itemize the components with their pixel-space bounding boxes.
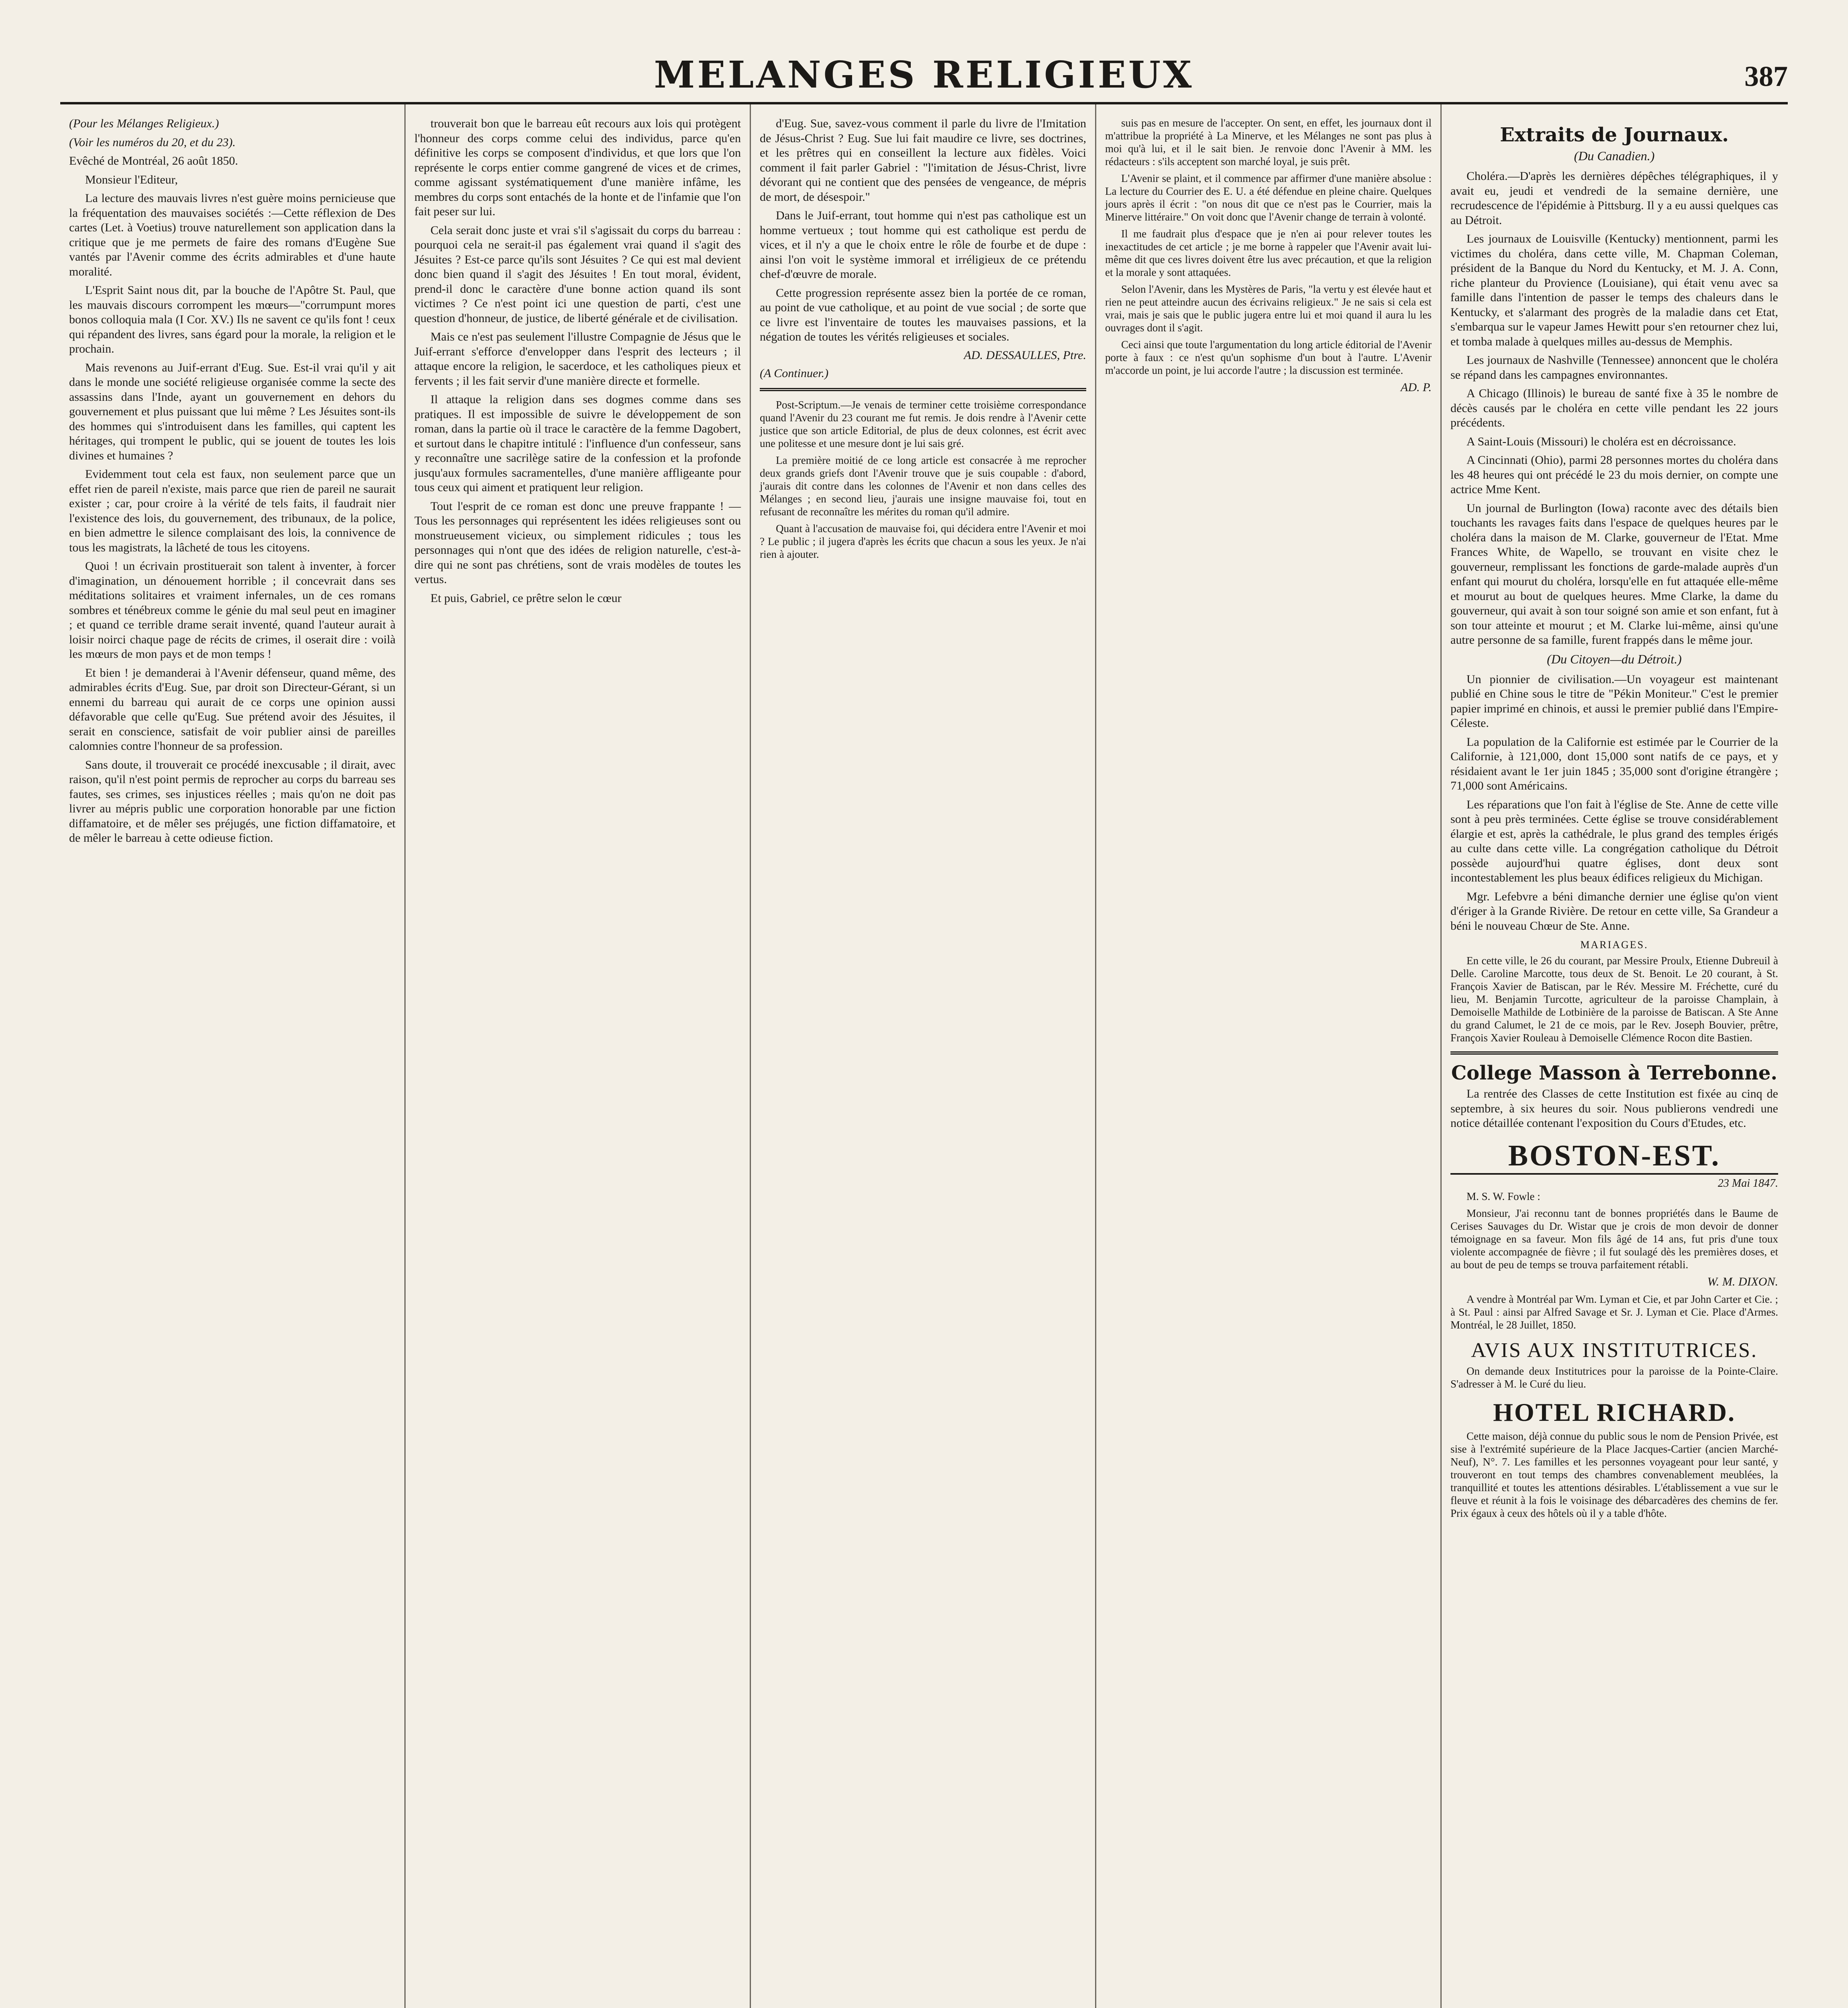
article-subheading: (Voir les numéros du 20, et du 23).	[69, 135, 236, 149]
mariages-title: MARIAGES.	[1580, 939, 1648, 951]
continued-note: (A Continuer.)	[760, 366, 829, 380]
column-4	[1096, 104, 1442, 2008]
paragraph: Mais revenons au Juif-errant d'Eug. Sue. Est-il vrai qu'il y ait dans le monde une société religieuse organisée comme la secte des assassins dans l'Inde, ayant un gouvernement en dehors du gouvernement et plus puissant que lui même ? Les Jésuites sont-ils des hommes qui s'introduisent dans les familles, qui captent les héritages, qui trompent le public, qui se jouent de toutes les lois divines et humaines ?	[69, 361, 396, 462]
paragraph: Un pionnier de civilisation.—Un voyageur est maintenant publié en Chine sous le titre de "Pékin Moniteur." C'est le premier papier imprimé en chinois, et aussi le premier publié dans l'Empire-Céleste.	[1450, 672, 1778, 730]
paragraph: Ceci ainsi que toute l'argumentation du long article éditorial de l'Avenir porte à faux : ce n'est qu'un sophisme d'un bout à l'autre. L'Avenir m'accorde un point, je lui accorde l'autre ; la discussion est terminée.	[1105, 339, 1432, 376]
avis-title: AVIS AUX INSTITUTRICES.	[1471, 1339, 1758, 1362]
column-3	[751, 104, 1096, 2008]
columns	[60, 104, 1788, 2008]
page-number: 387	[1744, 60, 1788, 92]
paragraph: Les journaux de Nashville (Tennessee) annoncent que le choléra se répand dans les campagnes environnantes.	[1450, 353, 1778, 382]
paragraph: Evidemment tout cela est faux, non seulement parce que un effet rien de pareil n'existe, mais parce que rien de pareil ne saurait exister ; car, pour croire à la vérité de tels faits, il faudrait nier l'existence des lois, du gouvernement, des tribunaux, de la police, en bien admettre le silence complaisant des lois, la connivence de tous les magistrats, la lâcheté de tous les citoyens.	[69, 467, 396, 554]
paragraph: Il me faudrait plus d'espace que je n'en ai pour relever toutes les inexactitudes de cet article ; je me borne à rappeler que l'Avenir avait lui-même dit que ces livres doivent être lus avec précaution, et que la religion et la morale y sont attaquées.	[1105, 228, 1432, 278]
paragraph: A Chicago (Illinois) le bureau de santé fixe à 35 le nombre de décès causés par le choléra en cette ville pendant les 22 jours précédents.	[1450, 387, 1778, 429]
article-signature: AD. DESSAULLES, Ptre.	[964, 348, 1086, 362]
college-title: College Masson à Terrebonne.	[1451, 1062, 1778, 1084]
paragraph: La population de la Californie est estimée par le Courrier de la Californie, à 121,000, dont 15,000 sont natifs de ce pays, et y résidaient avant le 1er juin 1845 ; 35,000 sont d'origine étrangère ; 71,000 sont Américains.	[1450, 735, 1778, 792]
paragraph: Quoi ! un écrivain prostituerait son talent à inventer, à forcer d'imagination, un dénouement horrible ; il concevrait dans ses méditations solitaires et vraiment infernales, un de ces romans sombres et ténébreux comme le génie du mal seul peut en imaginer ; et quand ce terrible drame serait inventé, quand l'auteur aurait à loisir noirci chaque page de récits de crimes, il oserait dire : voilà les mœurs de mon pays et de mon temps !	[69, 559, 396, 661]
article-salutation: Monsieur l'Editeur,	[85, 173, 178, 186]
paragraph: Sans doute, il trouverait ce procédé inexcusable ; il dirait, avec raison, qu'il n'est point permis de reprocher au corps du barreau ses fautes, ses crimes, ses injustices réelles ; mais qu'on ne doit pas livrer au mépris public une corporation honorable par une fiction diffamatoire, et de mêler ses préjugés, une fiction diffamatoire, et de mêler le barreau à cette odieuse fiction.	[69, 758, 396, 845]
boston-salute: M. S. W. Fowle :	[1467, 1190, 1540, 1202]
boston-text: Monsieur, J'ai reconnu tant de bonnes propriétés dans le Baume de Cerises Sauvages du Dr. Wistar que je crois de mon devoir de donner témoignage en sa faveur. Mon fils âgé de 14 ans, fut pris d'une toux violente accompagnée de fièvre ; il fut soulagé dès les premières doses, et au bout de peu de temps se trouva parfaitement rétabli.	[1450, 1207, 1778, 1271]
paragraph: Les réparations que l'on fait à l'église de Ste. Anne de cette ville sont à peu près terminées. Cette église se trouve considérablement élargie et est, après la cathédrale, le plus grand des temples érigés au culte dans cette ville. La congrégation catholique du Détroit possède aujourd'hui quatre églises, dont deux sont incontestablement les plus beaux édifices religieux du Michigan.	[1450, 798, 1778, 884]
paragraph: La première moitié de ce long article est consacrée à me reprocher deux grands griefs dont l'Avenir trouve que je suis coupable : d'abord, j'aurais dit contre dans les colonnes de l'Avenir et non dans celles des Mélanges ; en second lieu, j'aurais une insigne mauvaise foi, tout en refusant de reconnaître les mérites du roman qu'il admire.	[760, 454, 1086, 518]
masthead	[60, 36, 1788, 96]
article-heading: (Pour les Mélanges Religieux.)	[69, 117, 219, 130]
paragraph: d'Eug. Sue, savez-vous comment il parle du livre de l'Imitation de Jésus-Christ ? Eug. Sue lui fait maudire ce livre, ses doctrines, et les prêtres qui en conseillent la lecture aux fidèles. Voici comment il fait parler Gabriel : "l'imitation de Jésus-Christ, livre dévorant qui ne contient que des pensées de vengeance, de mépris de mort, de désespoir."	[760, 117, 1086, 204]
hotel-text: Cette maison, déjà connue du public sous le nom de Pension Privée, est sise à l'extrémité supérieure de la Place Jacques-Cartier (ancien Marché-Neuf), N°. 7. Les familles et les personnes voyageant pour leur santé, y trouveront en tout temps des chambres convenablement meublées, la tranquillité et toutes les attentions désirables. L'établissement a vue sur le fleuve et réunit à la fois le voisinage des débarcadères des chemins de fer. Prix égaux à ceux des hôtels où il y a table d'hôte.	[1450, 1430, 1778, 1519]
paragraph: Il attaque la religion dans ses dogmes comme dans ses pratiques. Il est impossible de suivre le développement de son roman, dans la partie où il trace le caractère de la femme Dagobert, et surtout dans le chapitre intitulé : l'influence d'un confesseur, sans y reconnaître une sacrilège satire de la confession et la profonde jusqu'aux formules sacramentelles, d'une manière affligeante pour tous ceux qui aiment et pratiquent leur religion.	[414, 393, 741, 494]
divider	[1450, 1051, 1778, 1055]
paragraph: A Saint-Louis (Missouri) le choléra est en décroissance.	[1467, 435, 1736, 448]
boston-date: 23 Mai 1847.	[1717, 1177, 1778, 1190]
article-signature: AD. P.	[1401, 381, 1432, 394]
paragraph: Les journaux de Louisville (Kentucky) mentionnent, parmi les victimes du choléra, dans cette ville, M. Chapman Coleman, président de la Banque du Nord du Kentucky, et M. J. A. Conn, riche planteur du Provience (Louisiane), qui était venu avec sa famille dans l'intention de passer le temps des chaleurs dans le Kentucky, et s'alarmant des progrès de la maladie dans cet Etat, s'embarqua sur le vapeur James Hewitt pour s'en retourner chez lui, et tomba malade à quelques milles au-dessus de Memphis.	[1450, 232, 1778, 348]
paragraph: trouverait bon que le barreau eût recours aux lois qui protègent l'honneur des corps comme celui des individus, parce qu'en définitive les corps se composent d'individus, et que lors que l'on représente le corps entier comme gangrené de vices et de crimes, comme agissant systématiquement d'une manière infâme, les membres du corps sont entachés de la honte et de l'infamie que l'on fait peser sur lui.	[414, 117, 741, 218]
boston-title: BOSTON-EST.	[1450, 1139, 1778, 1175]
paragraph: Mgr. Lefebvre a béni dimanche dernier une église qu'on vient d'ériger à la Grande Rivière. De retour en cette ville, Sa Grandeur a béni le nouveau Chœur de Ste. Anne.	[1450, 890, 1778, 933]
hotel-title: HOTEL RICHARD.	[1493, 1398, 1736, 1426]
newspaper-title: MELANGES RELIGIEUX	[654, 53, 1194, 96]
column-2	[406, 104, 751, 2008]
paragraph: Mais ce n'est pas seulement l'illustre Compagnie de Jésus que le Juif-errant s'efforce d'envelopper dans l'esprit des lecteurs ; il attaque encore la religion, le sacerdoce, et les catholiques pieux et fervents ; il les fait servir d'une manière directe et formelle.	[414, 330, 741, 388]
paragraph: Et puis, Gabriel, ce prêtre selon le cœur	[430, 591, 622, 605]
college-text: La rentrée des Classes de cette Institution est fixée au cinq de septembre, à six heures du soir. Nous publierons vendredi une notice détaillée contenant l'exposition du Cours d'Etudes, etc.	[1450, 1087, 1778, 1130]
paragraph: Post-Scriptum.—Je venais de terminer cette troisième correspondance quand l'Avenir du 23 courant me fut remis. Je dois rendre à l'Avenir cette justice que son article Editorial, de plus de deux colonnes, est écrit avec une politesse et une mesure dont je lui sais gré.	[760, 399, 1086, 449]
paragraph: Cela serait donc juste et vrai s'il s'agissait du corps du barreau : pourquoi cela ne serait-il pas également vrai quand il s'agit des Jésuites ? Est-ce parce qu'ils sont Jésuites ? Ce qui est mal devient donc bien quand il s'agit des Jésuites ! En tout moral, évident, prend-il donc le caractère d'une bonne action quand ils sont victimes ? Ce n'est point ici une question de parti, c'est une question d'honneur, de justice, de liberté générale et de civilisation.	[414, 223, 741, 325]
boston-signature: W. M. DIXON.	[1707, 1275, 1778, 1288]
paragraph: A Cincinnati (Ohio), parmi 28 personnes mortes du choléra dans les 48 heures qui ont précédé le 23 du mois dernier, on compte une actrice Mme Kent.	[1450, 453, 1778, 496]
column-1	[60, 104, 406, 2008]
paragraph: Quant à l'accusation de mauvaise foi, qui décidera entre l'Avenir et moi ? Le public ; il jugera d'après les écrits que chacun a sous les yeux. Je n'ai rien à ajouter.	[760, 522, 1086, 560]
paragraph: Selon l'Avenir, dans les Mystères de Paris, "la vertu y est élevée haut et rien ne peut atteindre aucun des écrivains religieux." Je ne sais si cela est vrai, mais je sais que le public jugera entre lui et moi quand il aura lu les ouvrages dont il s'agit.	[1105, 283, 1432, 334]
divider	[760, 388, 1086, 391]
paragraph: L'Avenir se plaint, et il commence par affirmer d'une manière absolue : La lecture du Courrier des E. U. a été défendue en pleine chaire. Quelques jours après il écrit : "on nous dit que ce n'est pas le Courrier, mais la Minerve littéraire." On voit donc que l'Avenir change de terrain à volonté.	[1105, 172, 1432, 223]
boston-sale: A vendre à Montréal par Wm. Lyman et Cie, et par John Carter et Cie. ; à St. Paul : ainsi par Alfred Savage et Sr. J. Lyman et Cie. Place d'Armes. Montréal, le 28 Juillet, 1850.	[1450, 1293, 1778, 1331]
paragraph: suis pas en mesure de l'accepter. On sent, en effet, les journaux dont il m'attribue la propriété à La Minerve, et les Mélanges ne sont pas plus à moi qu'à lui, et il le sait bien. Je renvoie donc l'Avenir à MM. les rédacteurs : s'ils acceptent son marché loyal, je suis prêt.	[1105, 117, 1432, 167]
paragraph: Dans le Juif-errant, tout homme qui n'est pas catholique est un homme vertueux ; tout homme qui est catholique est perdu de vices, et il n'y a que le choix entre le rôle de fourbe et de dupe : ainsi l'on voit le système immoral et irréligieux de ce prétendu chef-d'œuvre de morale.	[760, 209, 1086, 281]
avis-text: On demande deux Institutrices pour la paroisse de la Pointe-Claire. S'adresser à M. le Curé du lieu.	[1450, 1365, 1778, 1390]
paragraph: Cette progression représente assez bien la portée de ce roman, au point de vue catholique, et au point de vue social ; de sorte que ce livre est l'inventaire de toutes les mauvaises passions, et la négation de toutes les vérités religieuses et sociales.	[760, 286, 1086, 343]
extraits-title: Extraits de Journaux.	[1500, 124, 1729, 146]
citoyen-source: (Du Citoyen—du Détroit.)	[1547, 651, 1682, 666]
article-dateline: Evêché de Montréal, 26 août 1850.	[69, 154, 238, 167]
paragraph: L'Esprit Saint nous dit, par la bouche de l'Apôtre St. Paul, que les mauvais discours corrompent les mœurs—"corrumpunt mores bonos colloquia mala (I Cor. XV.) Ils ne savent ce qu'ils font ! ceux qui répandent des livres, sans égard pour la morale, la religion et le prochain.	[69, 284, 396, 355]
paragraph: Un journal de Burlington (Iowa) raconte avec des détails bien touchants les ravages faits dans l'espace de quelques heures par le choléra dans la maison de M. Clarke, gouverneur de l'Etat. Mme Frances White, de Wapello, se trouvant en visite chez le gouverneur, remplissant les fonctions de garde-malade auprès d'un enfant qui mourut du choléra, lorsqu'elle en fut attaquée elle-même et mourut au bout de quelques heures. Mme Clarke, la dame du gouverneur, qui avait à son tour soigné son amie et son enfant, fut à son tour atteinte et mourut ; et M. Clarke lui-même, ainsi qu'une autre personne de sa famille, furent frappés dans le même jour.	[1450, 501, 1778, 647]
extraits-source: (Du Canadien.)	[1574, 149, 1655, 163]
paragraph: Choléra.—D'après les dernières dépêches télégraphiques, il y avait eu, jeudi et vendredi de la semaine dernière, une recrudescence de l'épidémie à Pittsburg. Il y a eu aussi quelques cas au Détroit.	[1450, 169, 1778, 227]
column-5	[1442, 104, 1787, 2008]
mariages-text: En cette ville, le 26 du courant, par Messire Proulx, Etienne Dubreuil à Delle. Caroline Marcotte, tous deux de St. Benoit. Le 20 courant, à St. François Xavier de Batiscan, par le Rév. Messire M. Fréchette, curé du lieu, M. Benjamin Turcotte, agriculteur de la paroisse Champlain, à Demoiselle Mathilde de Lotbinière de la paroisse de Batiscan. A Ste Anne du grand Calumet, le 21 de ce mois, par le Rev. Joseph Bouvier, prêtre, François Xavier Rouleau à Demoiselle Clémence Rocon dite Bastien.	[1450, 955, 1778, 1044]
paragraph: La lecture des mauvais livres n'est guère moins pernicieuse que la fréquentation des mauvaises sociétés :—Cette réflexion de Des cartes (Let. à Voetius) trouve naturellement son application dans la critique que je me permets de faire des romans d'Eugène Sue vantés par l'Avenir comme des écrits admirables et d'une haute moralité.	[69, 192, 396, 278]
paragraph: Tout l'esprit de ce roman est donc une preuve frappante ! — Tous les personnages qui représentent les idées religieuses sont ou monstrueusement vicieux, ou simplement ridicules ; tous les personnages qui n'ont que des idées de religion naturelle, c'est-à-dire qui ne sont pas chrétiens, sont de vrais modèles de toutes les vertus.	[414, 499, 741, 586]
paragraph: Et bien ! je demanderai à l'Avenir défenseur, quand même, des admirables écrits d'Eug. Sue, par droit son Directeur-Gérant, si un ennemi du barreau qui aurait de ce corps une opinion aussi défavorable que celle qu'Eug. Sue prétend avoir des Jésuites, il serait en conscience, satisfait de voir publier ainsi de pareilles calomnies contre l'honneur de sa profession.	[69, 666, 396, 753]
